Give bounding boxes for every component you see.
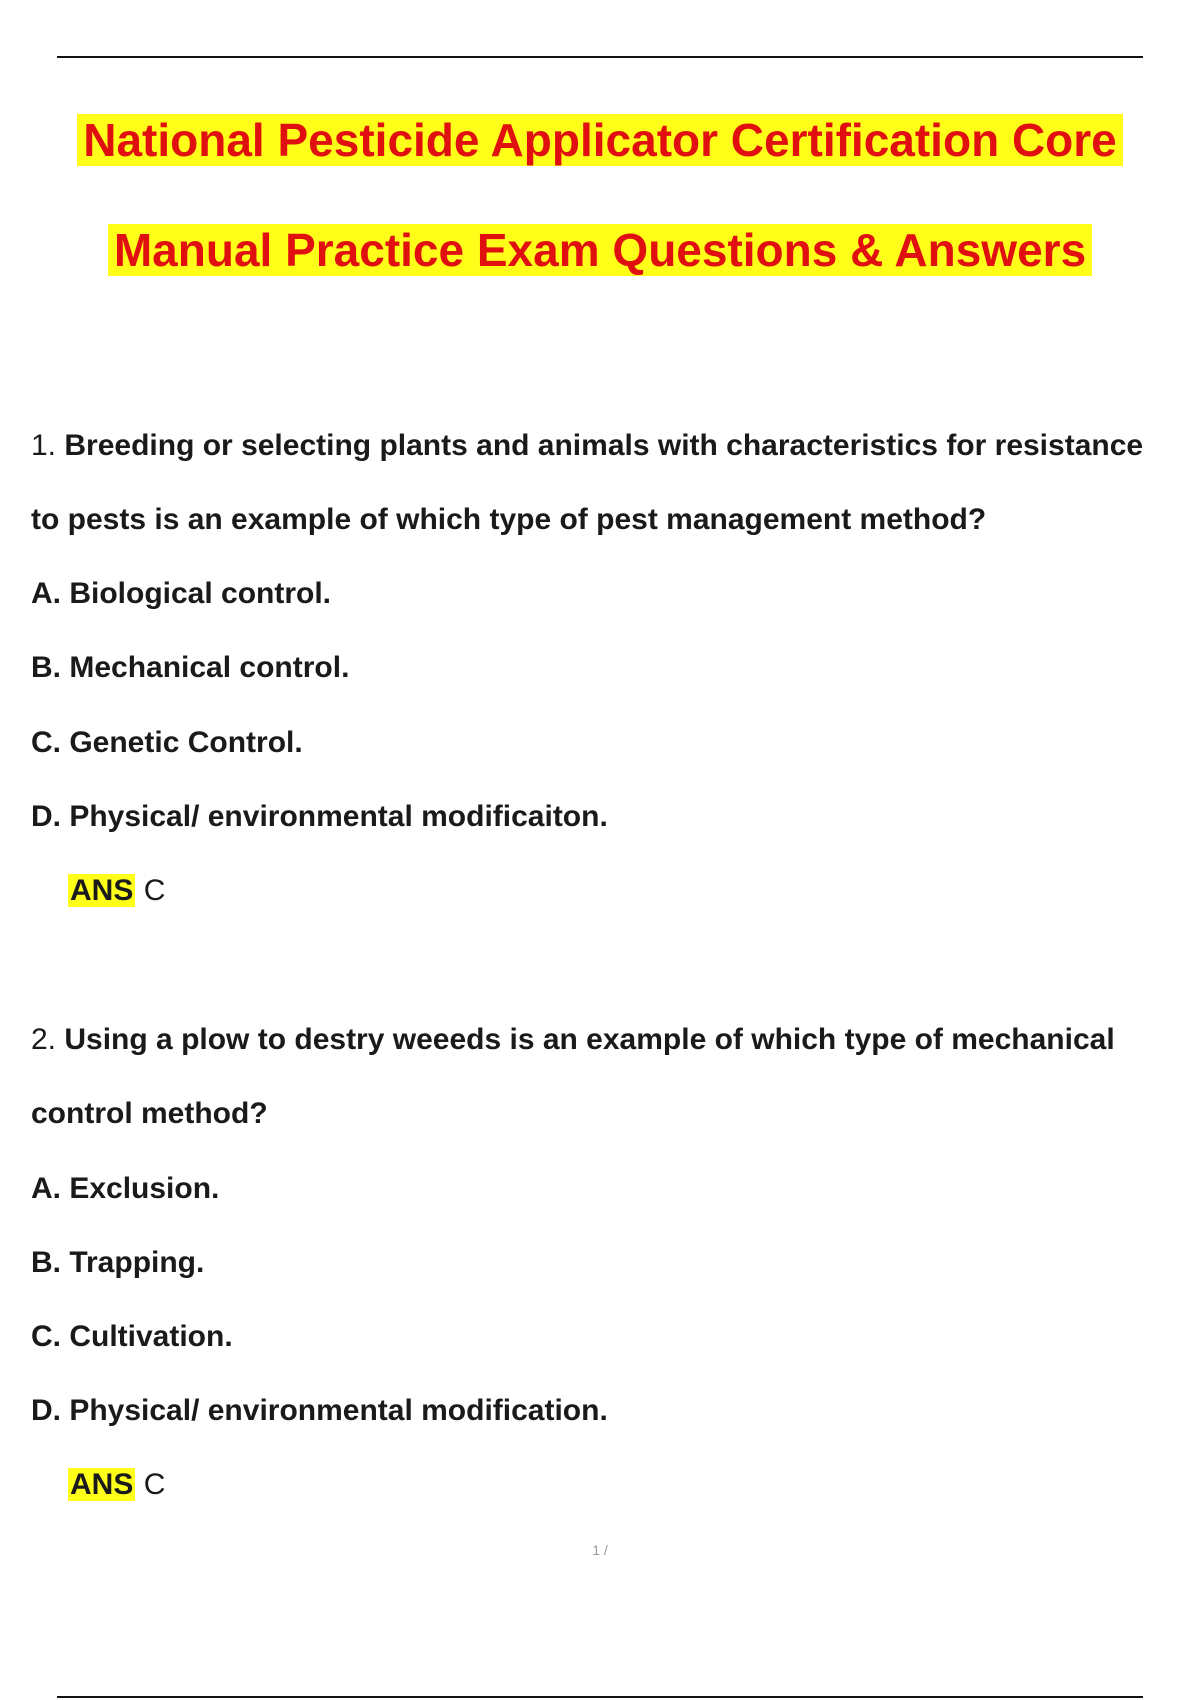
question-2-answer (68, 1467, 165, 1503)
question-2-option-c: C. Cultivation. (31, 1320, 233, 1353)
question-1-answer-value: C (143, 874, 166, 907)
question-1-option-b: B. Mechanical control. (31, 651, 350, 684)
title-highlight-1: National Pesticide Applicator Certification Core (77, 114, 1123, 166)
question-2-text-2: control method? (31, 1097, 268, 1130)
question-2-answer-label: ANS (70, 1468, 134, 1501)
top-rule (57, 56, 1143, 58)
question-1-option-c: C. Genetic Control. (31, 726, 303, 759)
question-1-number: 1. (31, 429, 57, 462)
page-number: 1 / (592, 1542, 608, 1558)
bottom-rule (57, 1696, 1143, 1698)
title-highlight-2: Manual Practice Exam Questions & Answers (108, 224, 1092, 276)
question-1-text-1: Breeding or selecting plants and animals with characteristics for resistance (64, 429, 1144, 462)
question-2-answer-value: C (143, 1468, 166, 1501)
question-2-option-a: A. Exclusion. (31, 1172, 220, 1205)
question-1-answer-label: ANS (70, 874, 134, 907)
question-1-answer (68, 873, 165, 909)
question-2-line-1 (31, 1022, 1191, 1058)
question-2-text-1: Using a plow to destry weeeds is an example of which type of mechanical (64, 1023, 1115, 1056)
question-1-option-a: A. Biological control. (31, 577, 332, 610)
question-2-option-b: B. Trapping. (31, 1246, 205, 1279)
question-1-text-2: to pests is an example of which type of pest management method? (31, 503, 987, 536)
question-2-option-d: D. Physical/ environmental modification. (31, 1394, 608, 1427)
title-line-1 (0, 112, 1200, 168)
question-1-option-d: D. Physical/ environmental modificaiton. (31, 800, 608, 833)
question-2-number: 2. (31, 1023, 57, 1056)
question-1-line-1 (31, 428, 1191, 464)
title-line-2 (0, 222, 1200, 278)
